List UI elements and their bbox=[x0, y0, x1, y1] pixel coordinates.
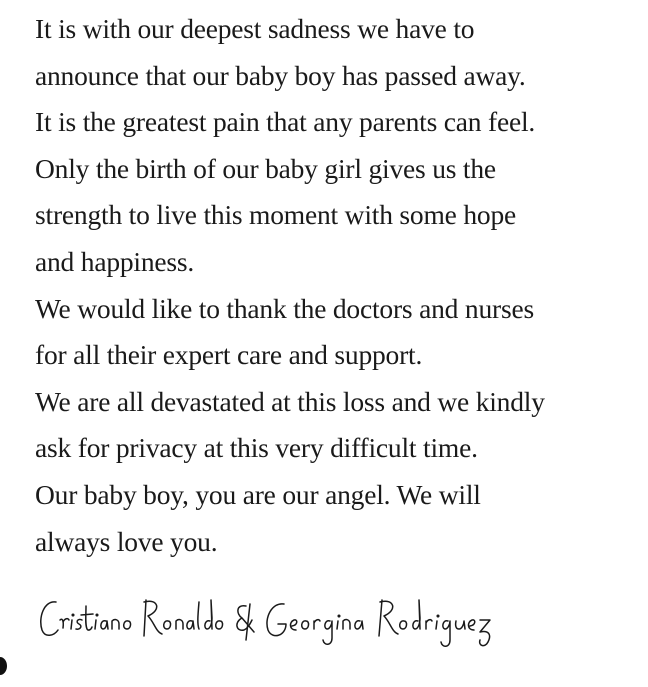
statement-line-8: for all their expert care and support. bbox=[35, 339, 423, 371]
statement-line-12: always love you. bbox=[35, 525, 218, 557]
statement-line-4: Only the birth of our baby girl gives us the bbox=[35, 152, 496, 184]
corner-fragment-icon bbox=[0, 657, 7, 675]
statement-line-1: It is with our deepest sadness we have to bbox=[35, 13, 475, 44]
signature-drawing bbox=[36, 588, 496, 658]
statement-line-7: We would like to thank the doctors and nurses bbox=[35, 292, 534, 324]
statement-line-10: ask for privacy at this very difficult time. bbox=[35, 432, 478, 464]
statement-line-2: announce that our baby boy has passed away. bbox=[35, 59, 526, 91]
statement-line-3: It is the greatest pain that any parents can feel. bbox=[35, 106, 536, 138]
handwritten-signature bbox=[36, 588, 496, 658]
statement-text bbox=[35, 6, 635, 565]
statement-line-5: strength to live this moment with some hope bbox=[35, 199, 517, 231]
statement-line-11: Our baby boy, you are our angel. We will bbox=[35, 478, 481, 510]
statement-line-9: We are all devastated at this loss and we kindly bbox=[35, 385, 545, 417]
statement-line-6: and happiness. bbox=[35, 245, 195, 277]
